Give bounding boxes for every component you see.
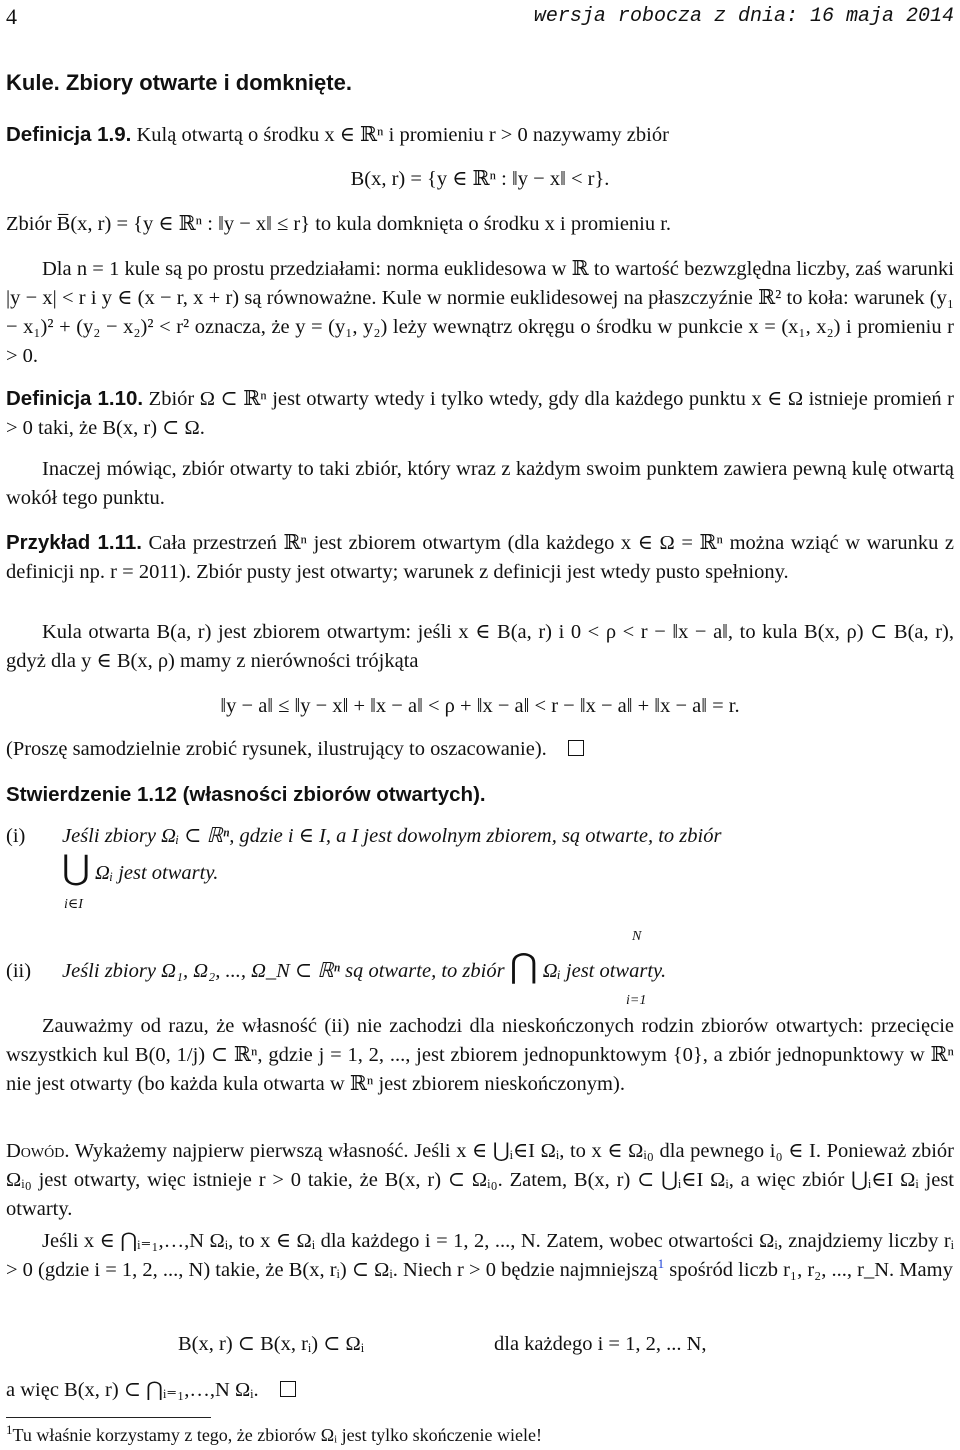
definition-text: Kulą otwartą o środku x ∈ ℝⁿ i promieniu r > 0 nazywamy zbiór [136,124,669,146]
display-left: B(x, r) ⊂ B(x, rᵢ) ⊂ Ωᵢ [178,1333,365,1355]
example-text: Cała przestrzeń ℝⁿ jest zbiorem otwartym (dla każdego x ∈ Ω = ℝⁿ można wziąć w warunku z definicji np. r = 2011). Zbiór pusty jest otwarty; warunek z definicji jest wtedy pusto spełniony. [6,532,955,583]
union-index [64,890,954,919]
footnote-rule [6,1417,211,1418]
footnote-mark: 1 [6,1422,13,1437]
paragraph-text: Dla n = 1 kule są po prostu przedziałami: norma euklidesowa w ℝ to wartość bezwzględna liczby, zaś warunki |y − x| < r i y ∈ (x − r, x + r) są równoważne. Kule w normie euklidesowej na płaszczyźnie ℝ² to koła: warunek (y₁ − x₁)² + (y₂ − x₂)² < r² oznacza, że y = (y₁, y₂) leży wewnątrz okręgu o środku w punkcie x = (x₁, x₂) i promieniu r > 0. [6,258,954,367]
paragraph-inaczej [6,455,954,513]
proof-final-text: a więc B(x, r) ⊂ ⋂ᵢ₌₁,…,N Ωᵢ. [6,1379,259,1401]
proof-label: Dowód. [6,1140,70,1162]
intersection-subscript: i=1 [626,993,647,1008]
paragraph-text: (Proszę samodzielnie zrobić rysunek, ilustrujący to oszacowanie). [6,738,547,760]
definition-label: Definicja 1.10. [6,387,144,410]
example-1-11 [6,528,954,587]
formula: B(x, r) = {y ∈ ℝⁿ : ‖y − x‖ < r}. [350,168,610,190]
ball-formula [6,165,954,194]
item-label: (i) [6,825,26,847]
section-title: Kule. Zbiory otwarte i domknięte. [6,70,352,95]
triangle-inequality [6,692,954,721]
footnote [6,1423,542,1447]
intersection-lower [626,986,954,1015]
proposition-item-i [6,822,954,851]
item-text: Jeśli zbiory Ω₁, Ω₂, ..., Ω_N ⊂ ℝⁿ są otwarte, to zbiór [62,960,505,982]
item-label: (ii) [6,960,32,982]
paragraph-kula [6,618,954,676]
proposition-item-i-cont [62,852,954,888]
qed-square-icon [568,740,584,756]
proposition-item-ii [6,950,954,986]
proposition-label: Stwierdzenie 1.12 (własności zbiorów otwartych). [6,783,486,806]
display-right: dla każdego i = 1, 2, ... N, [494,1333,707,1355]
closed-ball-line [6,210,954,239]
page-header [6,2,954,32]
paragraph-zauwazmy [6,1012,954,1099]
proposition-1-12 [6,780,954,810]
proof-text: Wykażemy najpierw pierwszą własność. Jeśli x ∈ ⋃ᵢ∈I Ωᵢ, to x ∈ Ωᵢ₀ dla pewnego i₀ ∈ I. Ponieważ zbiór Ωᵢ₀ jest otwarty, więc istnieje r > 0 takie, że B(x, r) ⊂ Ωᵢ₀. Zatem, B(x, r) ⊂ ⋃ᵢ∈I Ωᵢ, a więc zbiór ⋃ᵢ∈I Ωᵢ jest otwarty. [6,1140,954,1220]
proof-paragraph-2 [6,1227,954,1285]
proof-paragraph-1 [6,1137,954,1224]
qed-square-icon [280,1381,296,1397]
proof-final [6,1376,954,1405]
footnote-text: Tu właśnie korzystamy z tego, że zbiorów Ωᵢ jest tylko skończenie wiele! [12,1425,543,1445]
proof-text: Jeśli x ∈ ⋂ᵢ₌₁,…,N Ωᵢ, to x ∈ Ωᵢ dla każdego i = 1, 2, ..., N. Zatem, wobec otwartości Ωᵢ, znajdziemy liczby rᵢ > 0 (gdzie i = 1, 2, ..., N) takie, że B(x, rᵢ) ⊂ Ωᵢ. Niech r > 0 będzie najmniejszą [6,1230,954,1281]
item-text: Jeśli zbiory Ωᵢ ⊂ ℝⁿ, gdzie i ∈ I, a I jest dowolnym zbiorem, są otwarte, to zbiór [62,825,722,847]
page-number: 4 [6,4,17,29]
definition-label: Definicja 1.9. [6,123,132,146]
item-tail: Ωᵢ jest otwarty. [542,960,667,982]
running-head: wersja robocza z dnia: 16 maja 2014 [533,5,954,28]
paragraph-text: Kula otwarta B(a, r) jest zbiorem otwartym: jeśli x ∈ B(a, r) i 0 < ρ < r − ‖x − a‖, to kula B(x, ρ) ⊂ B(a, r), gdyż dla y ∈ B(x, ρ) mamy z nierówności trójkąta [6,621,954,672]
item-tail: Ωᵢ jest otwarty. [95,862,219,884]
definition-text: Zbiór Ω ⊂ ℝⁿ jest otwarty wtedy i tylko wtedy, gdy dla każdego punktu x ∈ Ω istnieje promień r > 0 taki, że B(x, r) ⊂ Ω. [6,388,955,439]
intersection-upper [632,922,954,951]
intersection-superscript: N [632,929,642,944]
paragraph-dla [6,255,954,371]
paragraph-text: Zauważmy od razu, że własność (ii) nie zachodzi dla nieskończonych rodzin zbiorów otwartych: przecięcie wszystkich kul B(0, 1/j) ⊂ ℝⁿ, gdzie j = 1, 2, ..., jest zbiorem jednopunktowym {0}, a zbiór jednopunktowy w ℝⁿ nie jest otwarty (bo każda kula otwarta w ℝⁿ jest zbiorem nieskończonym). [6,1015,954,1095]
footnote-marker[interactable]: 1 [657,1256,665,1272]
example-label: Przykład 1.11. [6,531,142,554]
section-heading-block [6,68,954,97]
closed-ball-text: Zbiór B̅(x, r) = {y ∈ ℝⁿ : ‖y − x‖ ≤ r} to kula domknięta o środku x i promieniu r. [6,213,672,235]
paragraph-text: Inaczej mówiąc, zbiór otwarty to taki zbiór, który wraz z każdym swoim punktem zawiera pewną kulę otwartą wokół tego punktu. [6,458,954,509]
union-symbol: ⋃ [62,850,90,887]
intersection-symbol: ⋂ [509,948,538,985]
proof-text-tail: spośród liczb r₁, r₂, ..., r_N. Mamy [664,1259,953,1281]
definition-1-10 [6,384,954,443]
inequality-formula: ‖y − a‖ ≤ ‖y − x‖ + ‖x − a‖ < ρ + ‖x − a‖ < r − ‖x − a‖ + ‖x − a‖ = r. [220,695,740,717]
union-subscript: i∈I [64,897,83,912]
definition-1-9 [6,120,954,150]
paragraph-prosze [6,735,954,764]
